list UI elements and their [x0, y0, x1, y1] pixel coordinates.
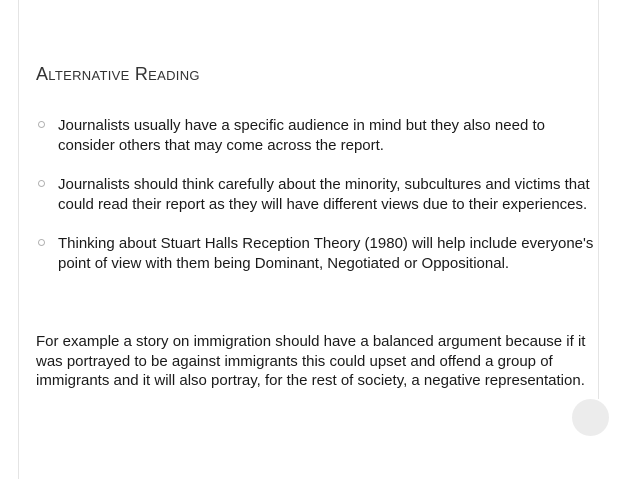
example-paragraph: For example a story on immigration should have a balanced argument because if it was portrayed to be against immigrants this could upset and offend a group of immigrants and it will also portray, for the rest of society, a negative representation.: [36, 333, 586, 389]
right-border-line: [598, 0, 599, 399]
bullet-text: Journalists usually have a specific audience in mind but they also need to consider others that may come across the report.: [58, 117, 545, 154]
bullet-item: [36, 175, 596, 214]
bullet-list: [36, 116, 596, 273]
bullet-circle-icon: [38, 180, 45, 187]
bullet-circle-icon: [38, 239, 45, 246]
slide-title: Alternative Reading: [36, 64, 200, 84]
bullet-item: [36, 234, 596, 273]
corner-decoration-circle: [572, 399, 609, 436]
left-border-line: [18, 0, 19, 479]
bullet-text: Thinking about Stuart Halls Reception Theory (1980) will help include everyone's point of view with them being Dominant, Negotiated or Oppositional.: [58, 235, 594, 272]
bullet-item: [36, 116, 596, 155]
bullet-text: Journalists should think carefully about the minority, subcultures and victims that could read their report as they will have different views due to their experiences.: [58, 176, 590, 213]
bullet-circle-icon: [38, 121, 45, 128]
